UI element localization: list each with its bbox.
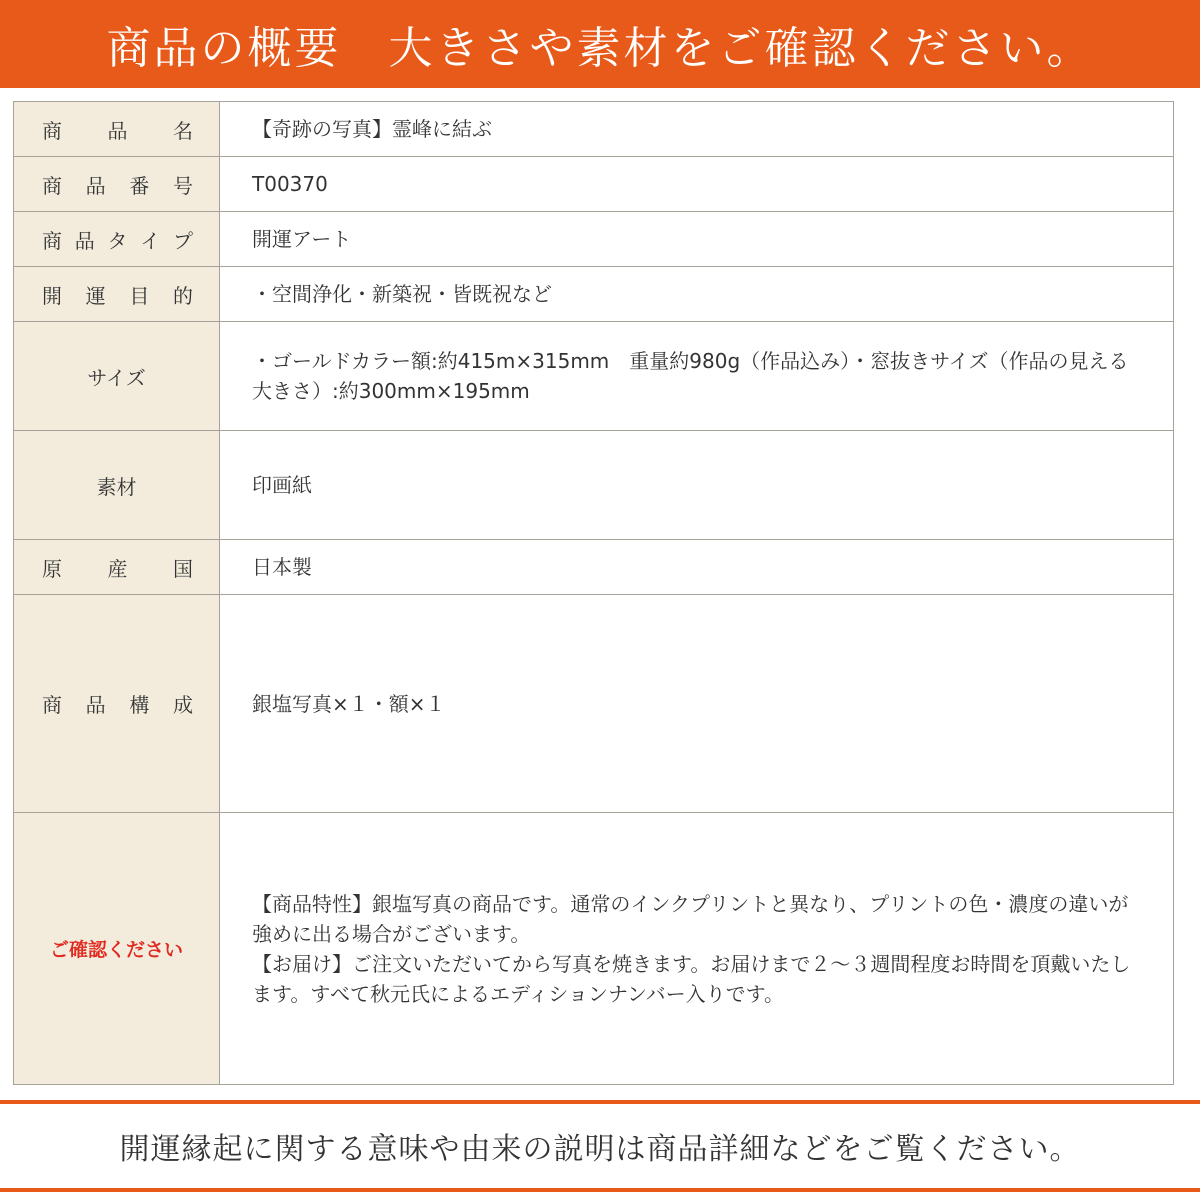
- label-material: 素材: [14, 431, 220, 540]
- table-row-product-type: [14, 212, 1174, 267]
- label-purpose: 開 運 目 的: [14, 267, 220, 322]
- footer-divider-bottom: [0, 1188, 1200, 1192]
- table-row-product-number: [14, 157, 1174, 212]
- notice-text: 【商品特性】銀塩写真の商品です。通常のインクプリントと異なり、プリントの色・濃度の違いが強めに出る場合がございます。 【お届け】ご注文いただいてから写真を焼きます。お届けまで２〜３週間程度お時間を頂戴いたします。すべて秋元氏によるエディションナンバー入りです。: [252, 891, 1131, 1006]
- value-product-number: T00370: [220, 157, 1174, 212]
- table-row-origin: [14, 540, 1174, 595]
- value-size: ・ゴールドカラー額:約415m×315mm 重量約980g（作品込み）・窓抜きサイズ（作品の見える大きさ）:約300mm×195mm: [220, 322, 1174, 431]
- value-notice: [220, 813, 1174, 1085]
- table-row-contents: [14, 595, 1174, 813]
- footer-note: [0, 1104, 1200, 1188]
- value-contents: 銀塩写真×１・額×１: [220, 595, 1174, 813]
- value-product-name: 【奇跡の写真】霊峰に結ぶ: [220, 102, 1174, 157]
- label-product-number: 商 品 番 号: [14, 157, 220, 212]
- value-product-type: 開運アート: [220, 212, 1174, 267]
- label-product-name: 商 品 名: [14, 102, 220, 157]
- label-contents: 商 品 構 成: [14, 595, 220, 813]
- table-row-notice: [14, 813, 1174, 1085]
- page-header: [0, 0, 1200, 88]
- table-row-purpose: [14, 267, 1174, 322]
- header-title: 商品の概要 大きさや素材をご確認ください。: [106, 23, 1094, 74]
- table-row-product-name: [14, 102, 1174, 157]
- value-purpose: ・空間浄化・新築祝・皆既祝など: [220, 267, 1174, 322]
- product-spec-table: [13, 101, 1174, 1085]
- table-row-material: [14, 431, 1174, 540]
- label-size: サイズ: [14, 322, 220, 431]
- value-material: 印画紙: [220, 431, 1174, 540]
- table-row-size: [14, 322, 1174, 431]
- value-origin: 日本製: [220, 540, 1174, 595]
- footer-text: 開運縁起に関する意味や由来の説明は商品詳細などをご覧ください。: [119, 1132, 1081, 1167]
- label-notice: [14, 813, 220, 1085]
- label-origin: 原 産 国: [14, 540, 220, 595]
- label-product-type: 商 品 タ イ プ: [14, 212, 220, 267]
- notice-label-text: ご確認ください: [49, 939, 183, 961]
